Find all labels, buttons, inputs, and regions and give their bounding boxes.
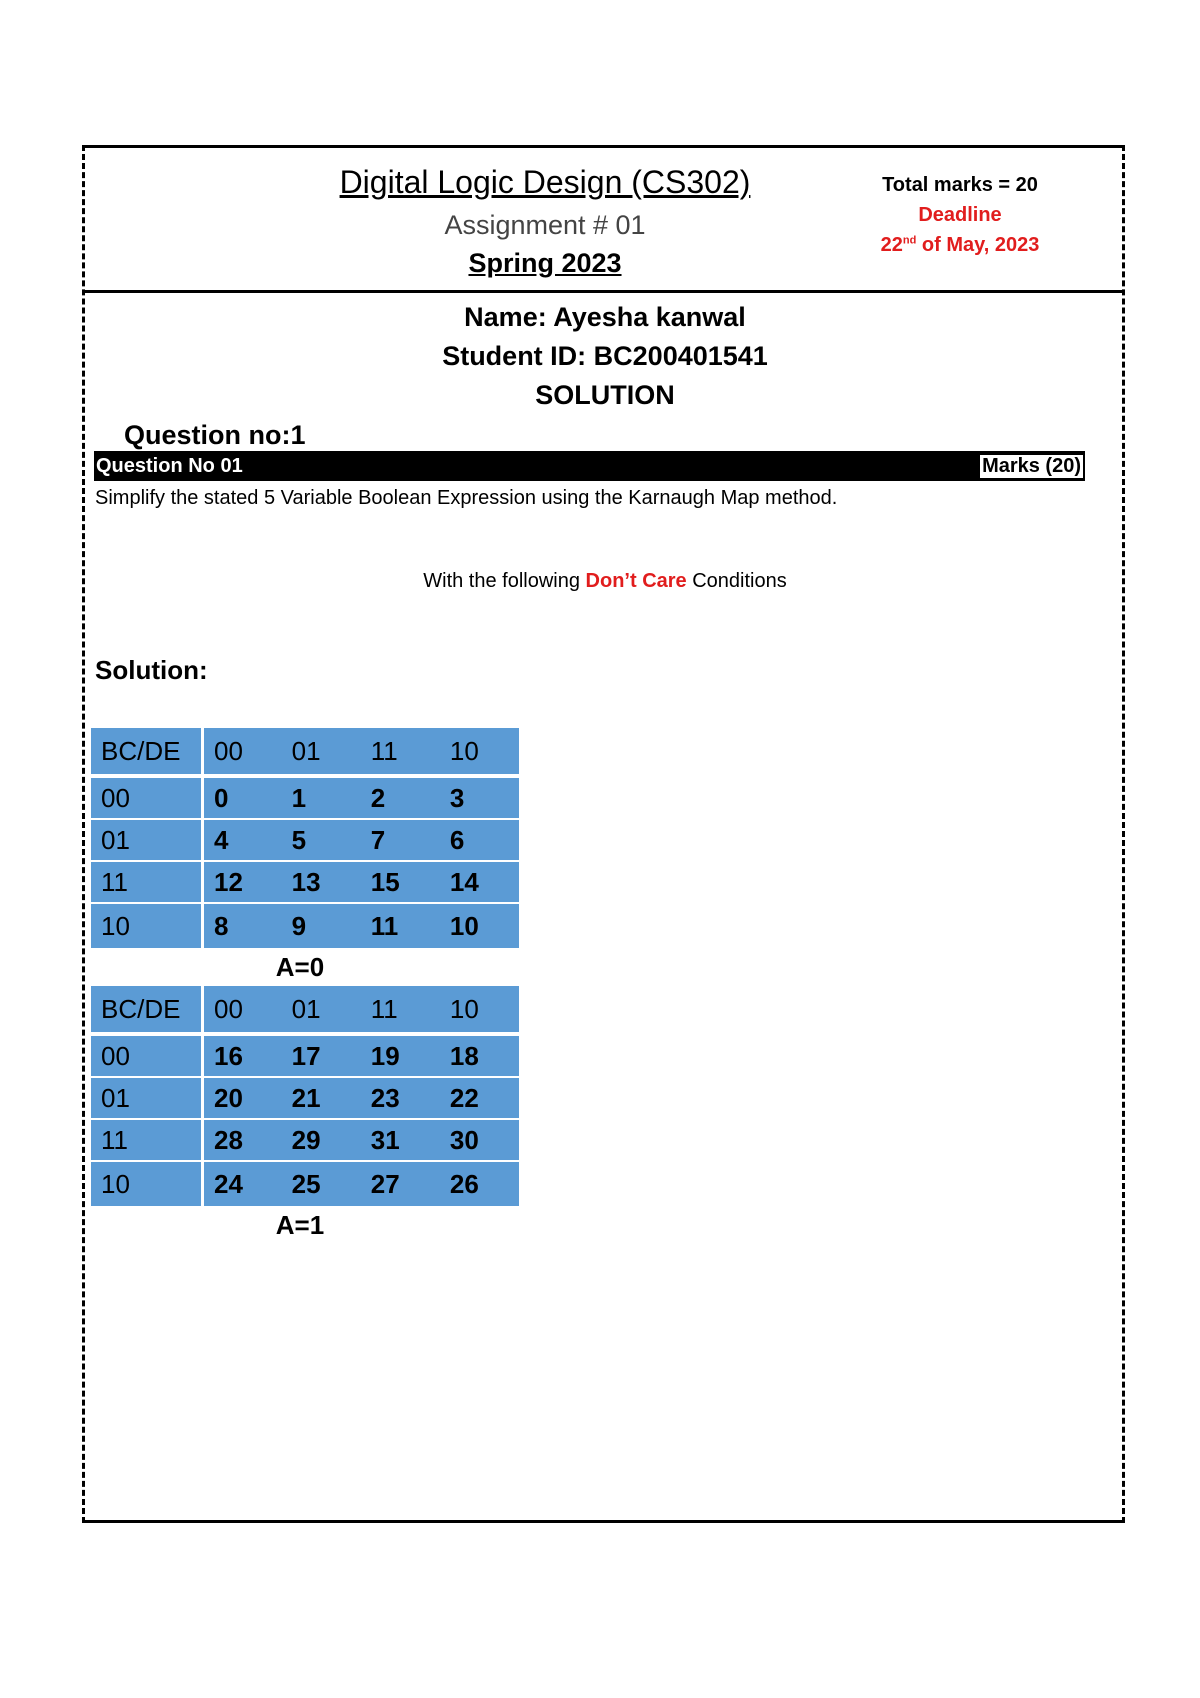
deadline-month-year: of May, 2023 (916, 234, 1040, 256)
kmap-row (91, 1161, 519, 1206)
kmap-cell: 31 (361, 1119, 440, 1161)
kmap-row-label: 10 (91, 1161, 203, 1206)
deadline-label: Deadline (918, 204, 1002, 226)
kmap-header-row (91, 986, 519, 1034)
kmap-cell: 4 (203, 819, 282, 861)
question-heading: Question no:1 (124, 420, 306, 450)
kmap-row (91, 1119, 519, 1161)
student-name: Name: Ayesha kanwal (464, 302, 746, 332)
deadline-day-suffix: nd (902, 234, 917, 247)
kmap-row-label: 01 (91, 1077, 203, 1119)
kmap-column-header: 10 (440, 986, 519, 1034)
dont-care-suffix: Conditions (686, 570, 787, 592)
dont-care-highlight: Don’t Care (585, 570, 687, 592)
kmap-caption-a1: A=1 (275, 1210, 325, 1240)
kmap-row-label: 10 (91, 903, 203, 948)
kmap-cell: 21 (282, 1077, 361, 1119)
kmap-cell: 15 (361, 861, 440, 903)
solution-label: SOLUTION (535, 380, 675, 410)
kmap-cell: 1 (282, 776, 361, 819)
kmap-cell: 19 (361, 1034, 440, 1077)
kmap-row-label: 00 (91, 776, 203, 819)
question-bar (94, 451, 1085, 481)
dont-care-prefix: With the following (423, 570, 586, 592)
total-marks: Total marks = 20 (882, 174, 1038, 196)
kmap-column-header: 11 (361, 728, 440, 776)
kmap-cell: 24 (214, 1168, 243, 1199)
kmap-cell: 7 (361, 819, 440, 861)
kmap-row (91, 1034, 519, 1077)
kmap-row (91, 861, 519, 903)
kmap-cell: 12 (203, 861, 282, 903)
kmap-row (91, 1077, 519, 1119)
solution-heading: Solution: (95, 655, 208, 685)
kmap-cell: 6 (440, 819, 519, 861)
kmap-cell: 2 (361, 776, 440, 819)
deadline-day: 22 (880, 234, 903, 256)
term: Spring 2023 (468, 248, 622, 278)
kmap-row-label: 01 (91, 819, 203, 861)
kmap-caption-a0: A=0 (275, 952, 325, 982)
dont-care-line (300, 570, 910, 593)
kmap-row-label: 11 (91, 1119, 203, 1161)
kmap-cell: 27 (370, 1168, 400, 1199)
kmap-cell: 28 (203, 1119, 282, 1161)
kmap-row (91, 819, 519, 861)
kmap-cell: 18 (440, 1034, 519, 1077)
question-bar-marks: Marks (20) (982, 454, 1081, 477)
kmap-cell: 13 (282, 861, 361, 903)
kmap-row-label: 11 (91, 861, 203, 903)
kmap-column-header: 11 (361, 986, 440, 1034)
kmap-cell: 26 (449, 1168, 479, 1199)
kmap-column-header: 00 (203, 986, 282, 1034)
kmap-column-header: 10 (440, 728, 519, 776)
kmap-a0 (91, 728, 519, 948)
kmap-cell: 5 (282, 819, 361, 861)
deadline-date (850, 234, 1070, 257)
kmap-cell: 22 (440, 1077, 519, 1119)
kmap-cell: 20 (203, 1077, 282, 1119)
kmap-cell: 8 (214, 910, 229, 941)
kmap-cell: 16 (203, 1034, 282, 1077)
assignment-number: Assignment # 01 (444, 210, 646, 240)
kmap-cell: 25 (291, 1168, 321, 1199)
kmap-column-header: 01 (282, 728, 361, 776)
kmap-row (91, 903, 519, 948)
kmap-row (91, 776, 519, 819)
kmap-row-label: 00 (91, 1034, 203, 1077)
kmap-cell: 30 (440, 1119, 519, 1161)
header-divider (82, 290, 1125, 293)
kmap-corner-label: BC/DE (91, 728, 203, 776)
kmap-column-header: 01 (282, 986, 361, 1034)
kmap-cell: 3 (440, 776, 519, 819)
course-title: Digital Logic Design (CS302) (339, 164, 751, 200)
kmap-a1 (91, 986, 519, 1206)
kmap-cell: 17 (282, 1034, 361, 1077)
question-bar-label: Question No 01 (96, 454, 243, 477)
student-id: Student ID: BC200401541 (442, 341, 768, 371)
kmap-cell: 11 (370, 910, 399, 941)
kmap-cell: 14 (440, 861, 519, 903)
kmap-header-row (91, 728, 519, 776)
kmap-cell: 29 (282, 1119, 361, 1161)
kmap-cell: 0 (203, 776, 282, 819)
kmap-corner-label: BC/DE (91, 986, 203, 1034)
kmap-column-header: 00 (203, 728, 282, 776)
kmap-cell: 23 (361, 1077, 440, 1119)
kmap-cell: 9 (291, 910, 307, 941)
question-text: Simplify the stated 5 Variable Boolean Expression using the Karnaugh Map method. (95, 487, 838, 509)
kmap-cell: 10 (449, 910, 479, 941)
